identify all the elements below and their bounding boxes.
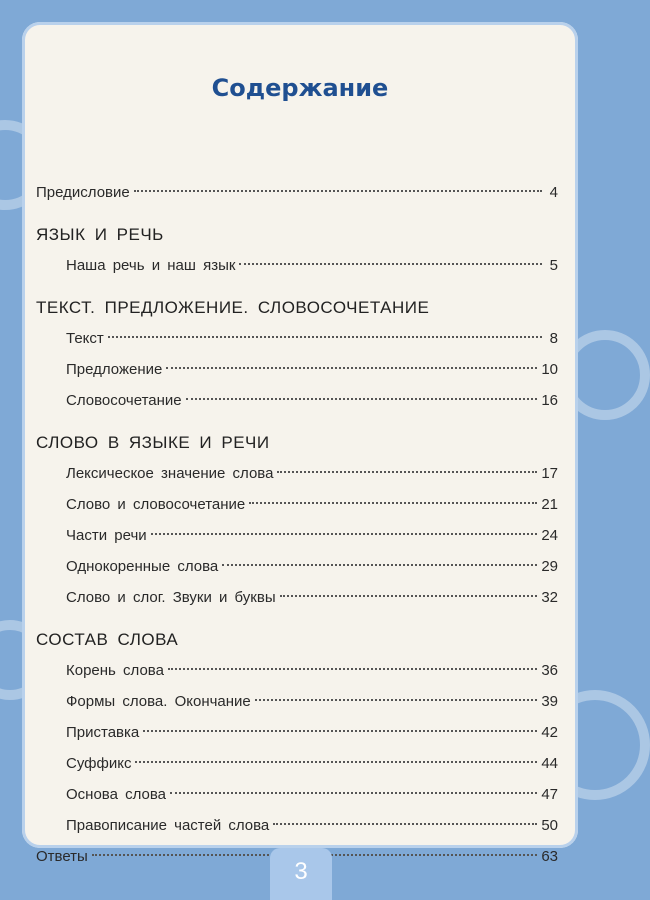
toc-entry-page: 17 xyxy=(541,465,558,482)
toc-entry-page: 24 xyxy=(541,527,558,544)
toc-entry[interactable] xyxy=(36,717,558,748)
toc-entry-page: 36 xyxy=(541,662,558,679)
toc-entry[interactable] xyxy=(36,520,558,551)
dot-leader xyxy=(186,398,538,400)
page-number: 3 xyxy=(270,848,332,900)
dot-leader xyxy=(249,502,537,504)
dot-leader xyxy=(151,533,538,535)
toc-entry-page: 44 xyxy=(541,755,558,772)
page-title: Содержание xyxy=(211,74,389,102)
toc-entry[interactable] xyxy=(36,385,558,416)
toc-entry-page: 8 xyxy=(549,330,558,347)
toc-entry-page: 21 xyxy=(541,496,558,513)
section-heading: ТЕКСТ. ПРЕДЛОЖЕНИЕ. СЛОВОСОЧЕТАНИЕ xyxy=(36,298,430,317)
toc-entry-page: 63 xyxy=(541,848,558,865)
toc-entry-label: Слово и слог. Звуки и буквы xyxy=(66,589,276,606)
toc-entry-label: Слово и словосочетание xyxy=(66,496,246,513)
toc-entry-label: Текст xyxy=(66,330,104,347)
toc-entry-label: Корень слова xyxy=(66,662,164,679)
toc-entry-label: Предложение xyxy=(66,361,163,378)
toc-entry-label: Наша речь и наш язык xyxy=(66,257,236,274)
toc-entry-page: 16 xyxy=(541,392,558,409)
toc-entry[interactable] xyxy=(36,748,558,779)
toc-entry-label: Основа слова xyxy=(66,786,167,803)
dot-leader xyxy=(280,595,538,597)
toc-entry-page: 42 xyxy=(541,724,558,741)
toc-entry-page: 50 xyxy=(541,817,558,834)
toc-entry-label: Формы слова. Окончание xyxy=(66,693,251,710)
toc-entry[interactable] xyxy=(36,655,558,686)
toc-entry[interactable] xyxy=(36,177,558,208)
toc-entry[interactable] xyxy=(36,323,558,354)
toc-entry-label: Однокоренные слова xyxy=(66,558,219,575)
toc-entry[interactable] xyxy=(36,250,558,281)
dot-leader xyxy=(273,823,537,825)
toc-entry-page: 47 xyxy=(541,786,558,803)
toc-entry[interactable] xyxy=(36,779,558,810)
dot-leader xyxy=(166,367,537,369)
toc-entry-label: Правописание частей слова xyxy=(66,817,270,834)
dot-leader xyxy=(222,564,537,566)
dot-leader xyxy=(170,792,537,794)
dot-leader xyxy=(277,471,537,473)
toc-page xyxy=(22,22,578,865)
toc-entry[interactable] xyxy=(36,810,558,841)
toc-entry[interactable] xyxy=(36,458,558,489)
toc-entry-page: 39 xyxy=(541,693,558,710)
section-heading: СЛОВО В ЯЗЫКЕ И РЕЧИ xyxy=(36,433,270,452)
dot-leader xyxy=(255,699,538,701)
toc-entry[interactable] xyxy=(36,582,558,613)
toc-entry-page: 10 xyxy=(541,361,558,378)
toc-entry-label: Ответы xyxy=(36,848,88,865)
dot-leader xyxy=(143,730,537,732)
toc-entry-label: Предисловие xyxy=(36,184,130,201)
toc-entry-page: 29 xyxy=(541,558,558,575)
dot-leader xyxy=(134,190,542,192)
dot-leader xyxy=(239,263,542,265)
toc-entry[interactable] xyxy=(36,551,558,582)
dot-leader xyxy=(168,668,537,670)
toc-entry-label: Части речи xyxy=(66,527,147,544)
toc-entry[interactable] xyxy=(36,686,558,717)
toc-entry-page: 32 xyxy=(541,589,558,606)
toc-entry[interactable] xyxy=(36,354,558,385)
toc-entry[interactable] xyxy=(36,489,558,520)
toc-entry-label: Приставка xyxy=(66,724,140,741)
toc-entry-page: 4 xyxy=(549,184,558,201)
toc-entry-label: Суффикс xyxy=(66,755,132,772)
section-heading: ЯЗЫК И РЕЧЬ xyxy=(36,225,164,244)
toc-entry-label: Словосочетание xyxy=(66,392,182,409)
toc-entry-page: 5 xyxy=(549,257,558,274)
toc-entry-label: Лексическое значение слова xyxy=(66,465,274,482)
section-heading: СОСТАВ СЛОВА xyxy=(36,630,179,649)
dot-leader xyxy=(135,761,537,763)
dot-leader xyxy=(108,336,542,338)
table-of-contents xyxy=(36,177,558,872)
